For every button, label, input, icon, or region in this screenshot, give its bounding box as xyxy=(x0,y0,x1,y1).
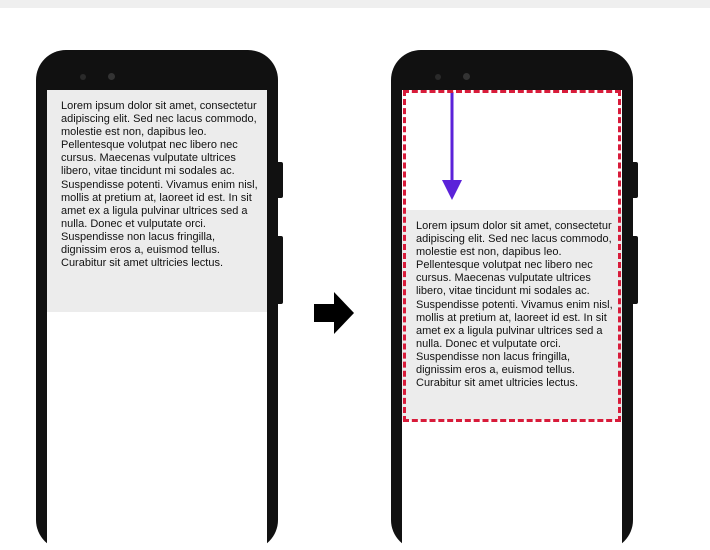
front-camera-icon xyxy=(80,74,86,80)
volume-button xyxy=(278,236,283,304)
phone-after xyxy=(391,50,633,550)
front-sensor-icon xyxy=(463,73,470,80)
right-arrow-icon xyxy=(312,292,356,334)
power-button xyxy=(278,162,283,198)
phone-before xyxy=(36,50,278,550)
volume-button xyxy=(633,236,638,304)
layout-shift-region xyxy=(403,90,621,422)
phone-screen-after xyxy=(402,90,622,550)
text-paragraph-after: Lorem ipsum dolor sit amet, consectetur adipiscing elit. Sed nec lacus commodo, molestie est non, dapibus leo. Pellentesque volutpat nec libero nec cursus. Maecenas vulputate ultrices libero, vitae tincidunt mi sodales ac. Suspendisse potenti. Vivamus enim nisl, mollis at pretium at, laoreet id est. In sit amet ex a ligula pulvinar ultrices sed a nulla. Donec et vulputate orci. Suspendisse non lacus fringilla, dignissim eros a, euismod tellus. Curabitur sit amet ultricies lectus. xyxy=(402,210,622,420)
phone-top-bezel xyxy=(36,50,278,90)
phone-screen-before xyxy=(47,90,267,550)
phone-top-bezel xyxy=(391,50,633,90)
front-sensor-icon xyxy=(108,73,115,80)
front-camera-icon xyxy=(435,74,441,80)
top-band xyxy=(0,0,710,8)
text-paragraph-before: Lorem ipsum dolor sit amet, consectetur adipiscing elit. Sed nec lacus commodo, molestie est non, dapibus leo. Pellentesque volutpat nec libero nec cursus. Maecenas vulputate ultrices libero, vitae tincidunt mi sodales ac. Suspendisse potenti. Vivamus enim nisl, mollis at pretium at, laoreet id est. In sit amet ex a ligula pulvinar ultrices sed a nulla. Donec et vulputate orci. Suspendisse non lacus fringilla, dignissim eros a, euismod tellus. Curabitur sit amet ultricies lectus. xyxy=(47,90,267,312)
power-button xyxy=(633,162,638,198)
